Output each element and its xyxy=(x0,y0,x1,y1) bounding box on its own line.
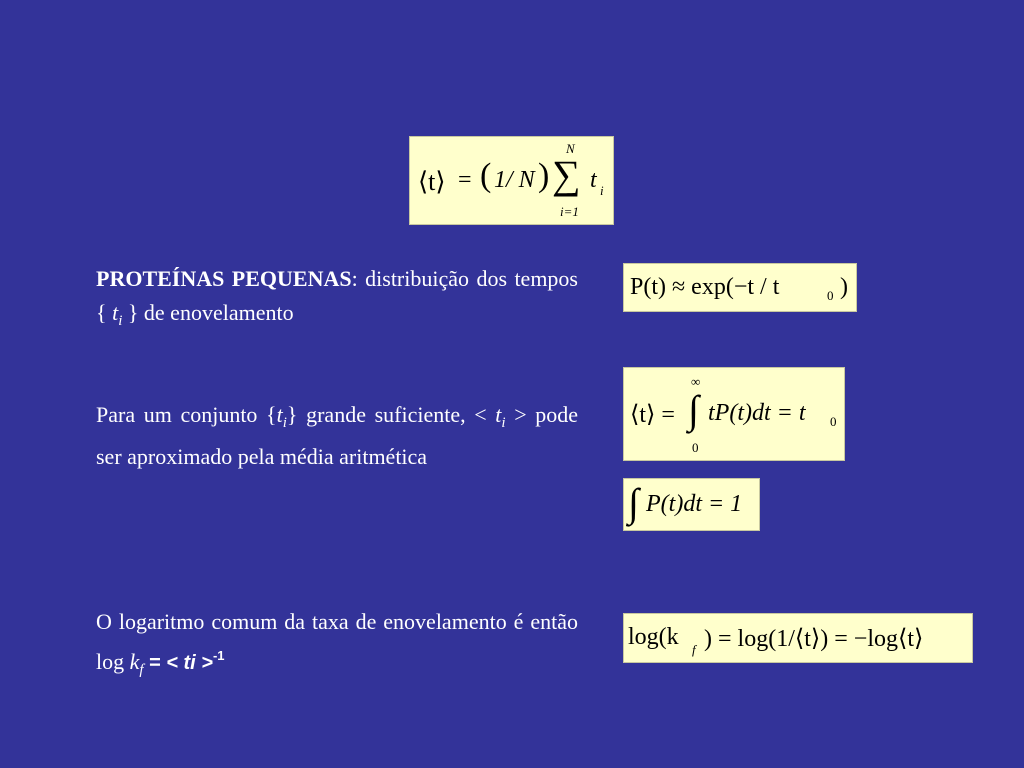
p3-start: O logaritmo comum da taxa de enovelamento é então log xyxy=(96,609,578,674)
p2-sub: i xyxy=(282,415,287,431)
formula-log-text: log(k xyxy=(628,624,679,650)
p2-rest: pode ser aproximado pela média aritmética xyxy=(96,402,579,469)
formula-mean-factor: 1/ N xyxy=(494,167,535,193)
formula-integral-mean-box xyxy=(623,367,845,461)
p3-var: k xyxy=(129,649,140,674)
formula-integral-lower: 0 xyxy=(692,440,699,455)
formula-mean-upper: N xyxy=(566,141,575,156)
formula-integral-upper: ∞ xyxy=(691,374,701,389)
p1-rest: } de enovelamento xyxy=(127,300,294,325)
p2-var2: t xyxy=(495,402,502,427)
paragraph-small-proteins xyxy=(96,262,578,338)
formula-exp-sub: 0 xyxy=(827,288,834,303)
p2-gt: > xyxy=(514,402,527,427)
formula-exp-box xyxy=(623,263,857,312)
formula-norm-body: P(t)dt = 1 xyxy=(646,491,743,517)
formula-integral-sign: ∫ xyxy=(688,387,699,432)
formula-exp-close: ) xyxy=(840,274,848,300)
p2-sub2: i xyxy=(501,415,506,431)
formula-integral-sub: 0 xyxy=(830,414,837,429)
formula-mean-box xyxy=(409,136,614,225)
formula-mean-rparen: ) xyxy=(538,157,550,194)
p3-sub: f xyxy=(139,662,144,678)
formula-integral-body: tP(t)dt = t xyxy=(708,400,806,426)
formula-integral-lhs: ⟨t⟩ = xyxy=(630,402,675,428)
p1-sub: i xyxy=(118,313,123,329)
formula-mean-sigma: ∑ xyxy=(552,152,581,197)
formula-mean-summand-sub: i xyxy=(600,183,604,198)
formula-mean-eq: = xyxy=(458,167,472,193)
formula-mean-lhs: ⟨t⟩ xyxy=(418,167,446,196)
formula-mean-lower: i=1 xyxy=(560,204,579,219)
p2-lt: < xyxy=(474,402,487,427)
p3-sup: -1 xyxy=(212,648,225,663)
formula-log-rest: ) = log(1/⟨t⟩) = −log⟨t⟩ xyxy=(704,626,924,652)
paragraph-logarithm xyxy=(96,605,578,687)
formula-mean-summand: t xyxy=(590,167,597,193)
p2-var: t xyxy=(276,402,283,427)
p3-eq: = xyxy=(149,652,161,674)
p2-start: Para um conjunto { xyxy=(96,402,277,427)
formula-norm-integral-sign: ∫ xyxy=(628,480,639,525)
formula-log-box xyxy=(623,613,973,663)
p3-bold: < ti > xyxy=(166,652,213,674)
formula-log-sub: f xyxy=(692,642,696,657)
paragraph-large-set xyxy=(96,398,578,474)
p1-colon: : distribuição dos tempos { xyxy=(96,266,578,325)
formula-exp-text: P(t) ≈ exp(−t / t xyxy=(630,274,780,300)
formula-mean-lparen: ( xyxy=(480,157,492,194)
p2-mid: } grande suficiente, xyxy=(286,402,466,427)
formula-norm-box xyxy=(623,478,760,531)
heading-small-proteins: PROTEÍNAS PEQUENAS xyxy=(96,266,352,291)
p1-var: t xyxy=(112,300,119,325)
